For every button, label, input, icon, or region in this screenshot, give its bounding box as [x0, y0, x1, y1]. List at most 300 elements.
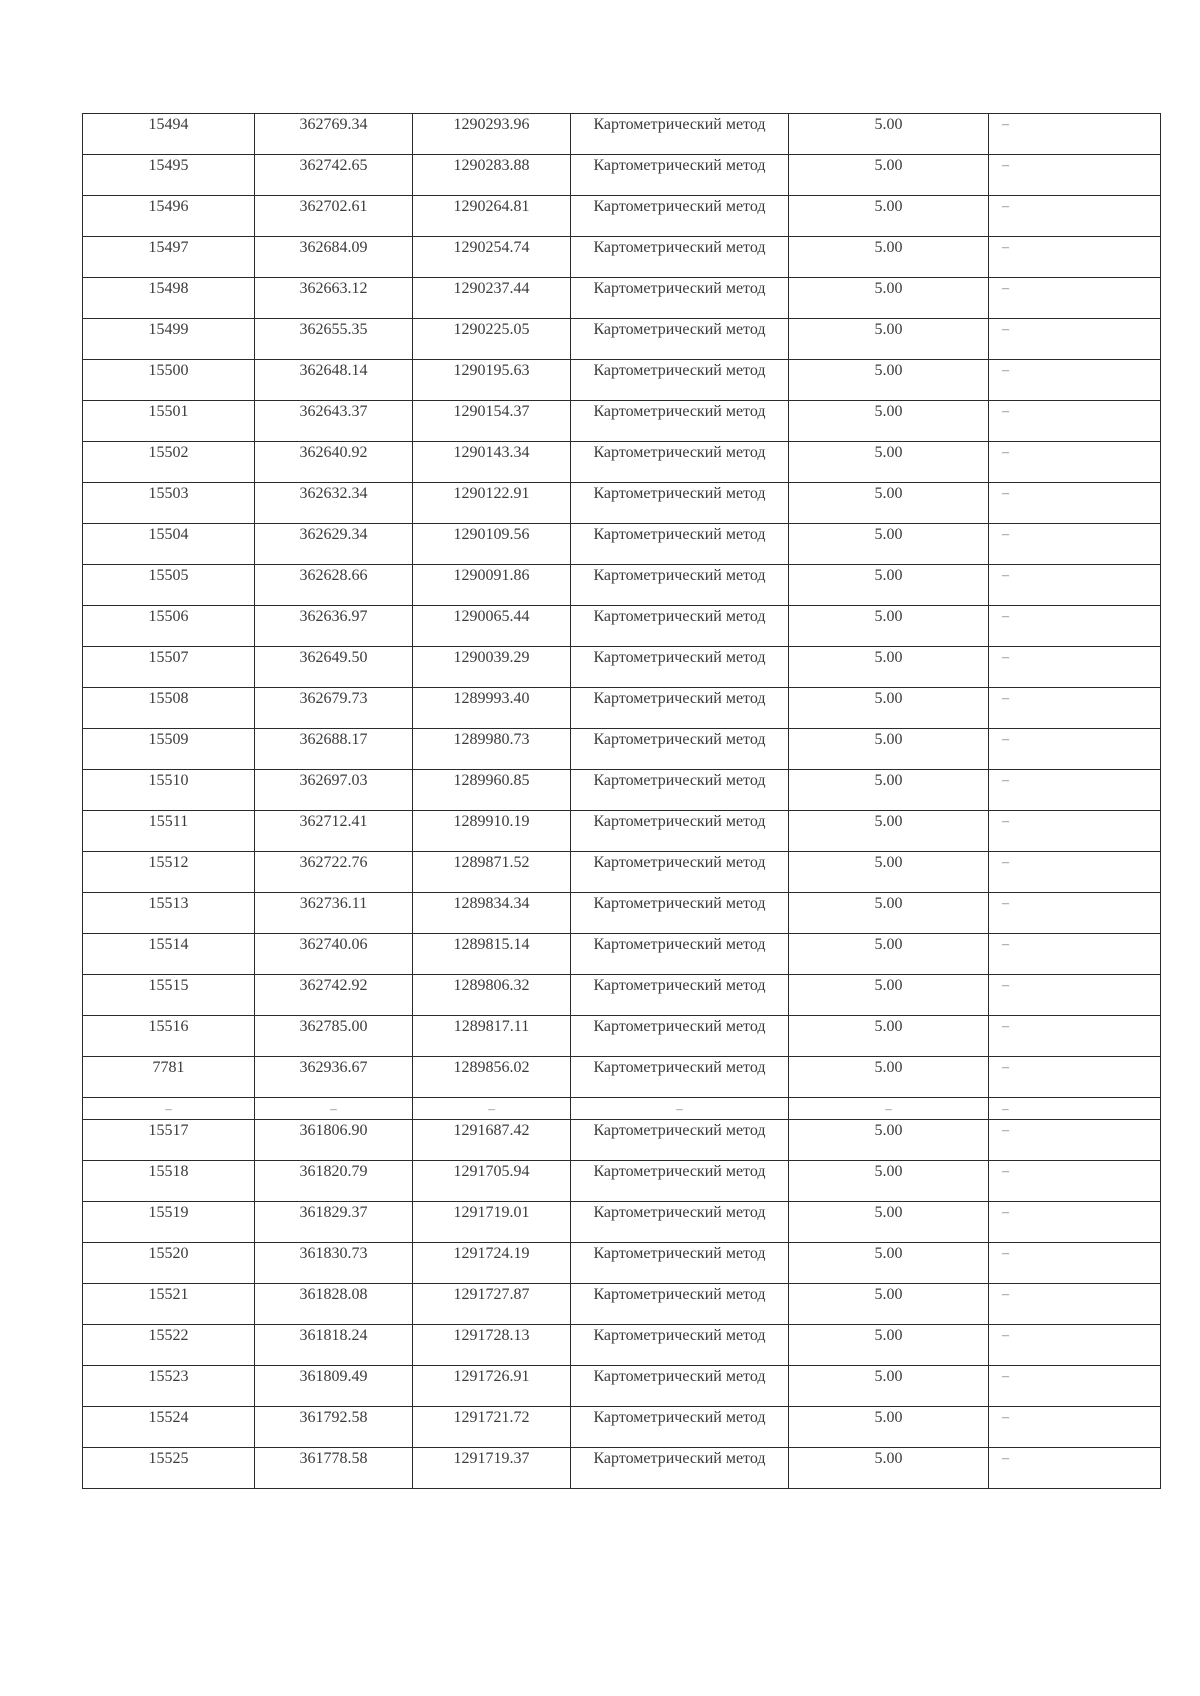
method-cell-text: Картометрический метод: [593, 321, 766, 338]
point-number-cell: [83, 360, 255, 401]
method-cell: [571, 893, 789, 934]
y-coordinate-cell: [413, 893, 571, 934]
table-row: [83, 606, 1161, 647]
accuracy-cell-text: 5.00: [874, 362, 903, 379]
y-coordinate-cell-text: 1291724.19: [453, 1244, 530, 1262]
x-coordinate-cell-text: 361778.58: [299, 1449, 368, 1467]
accuracy-cell: [789, 114, 989, 155]
y-coordinate-cell-text: 1291728.13: [453, 1326, 530, 1344]
accuracy-cell-text: 5.00: [874, 1408, 903, 1426]
point-number-cell-text: 15524: [148, 1408, 189, 1426]
method-cell: [571, 1365, 789, 1406]
table-row: [83, 1160, 1161, 1201]
y-coordinate-cell-text: 1291726.91: [453, 1367, 530, 1385]
table-row: [83, 196, 1161, 237]
point-number-cell: [83, 1324, 255, 1365]
point-number-cell-text: 15495: [148, 157, 189, 174]
point-number-cell: [83, 1447, 255, 1488]
y-coordinate-cell: [413, 1016, 571, 1057]
table-row: [83, 278, 1161, 319]
y-coordinate-cell: [413, 1160, 571, 1201]
y-coordinate-cell-text: 1290195.63: [453, 362, 530, 379]
point-number-cell-text: 15519: [148, 1203, 189, 1221]
x-coordinate-cell-text: 361809.49: [299, 1367, 368, 1385]
accuracy-cell-text: 5.00: [874, 1018, 903, 1035]
y-coordinate-cell: [413, 196, 571, 237]
accuracy-cell-text: 5.00: [874, 403, 903, 420]
x-coordinate-cell: [255, 852, 413, 893]
note-cell: [989, 729, 1161, 770]
x-coordinate-cell: [255, 1057, 413, 1098]
x-coordinate-cell-text: 362702.61: [299, 198, 368, 215]
accuracy-cell-text: 5.00: [874, 1367, 903, 1385]
method-cell: [571, 1201, 789, 1242]
point-number-cell: [83, 934, 255, 975]
method-cell-text: –: [676, 1101, 683, 1116]
table-row: [83, 524, 1161, 565]
method-cell: [571, 155, 789, 196]
y-coordinate-cell-text: 1291705.94: [453, 1162, 530, 1180]
x-coordinate-cell-text: 362742.65: [299, 157, 368, 174]
x-coordinate-cell-text: 362628.66: [299, 567, 368, 584]
y-coordinate-cell: [413, 483, 571, 524]
accuracy-cell: [789, 934, 989, 975]
point-number-cell-text: 15510: [148, 772, 189, 789]
x-coordinate-cell-text: 362629.34: [299, 526, 368, 543]
method-cell-text: Картометрический метод: [593, 649, 766, 666]
accuracy-cell-text: 5.00: [874, 649, 903, 666]
method-cell: [571, 852, 789, 893]
x-coordinate-cell-text: 362640.92: [299, 444, 368, 461]
accuracy-cell: [789, 1283, 989, 1324]
x-coordinate-cell-text: 362643.37: [299, 403, 368, 420]
table-row: [83, 360, 1161, 401]
accuracy-cell: [789, 770, 989, 811]
x-coordinate-cell-text: –: [330, 1101, 337, 1116]
table-row: [83, 155, 1161, 196]
note-cell-text: –: [1002, 527, 1009, 542]
x-coordinate-cell: [255, 278, 413, 319]
point-number-cell-text: 15516: [148, 1018, 189, 1035]
note-cell: [989, 442, 1161, 483]
note-cell: [989, 975, 1161, 1016]
point-number-cell-text: 15505: [148, 567, 189, 584]
table-row: [83, 975, 1161, 1016]
x-coordinate-cell: [255, 1324, 413, 1365]
point-number-cell-text: 15507: [148, 649, 189, 666]
method-cell-text: Картометрический метод: [593, 198, 766, 215]
x-coordinate-cell-text: 362740.06: [299, 936, 368, 953]
point-number-cell-text: 7781: [152, 1059, 185, 1076]
note-cell-text: –: [1002, 117, 1009, 132]
y-coordinate-cell: [413, 319, 571, 360]
accuracy-cell: [789, 893, 989, 934]
x-coordinate-cell-text: 362712.41: [299, 813, 368, 830]
method-cell-text: Картометрический метод: [593, 1244, 766, 1262]
y-coordinate-cell: [413, 852, 571, 893]
method-cell-text: Картометрический метод: [593, 813, 766, 830]
accuracy-cell-text: 5.00: [874, 690, 903, 707]
y-coordinate-cell: [413, 1119, 571, 1160]
method-cell: [571, 606, 789, 647]
method-cell-text: Картометрический метод: [593, 895, 766, 912]
method-cell: [571, 1160, 789, 1201]
y-coordinate-cell-text: 1289815.14: [453, 936, 530, 953]
y-coordinate-cell: [413, 114, 571, 155]
note-cell-text: –: [1002, 1163, 1009, 1179]
method-cell-text: Картометрический метод: [593, 1018, 766, 1035]
point-number-cell-text: 15511: [148, 813, 189, 830]
note-cell: [989, 319, 1161, 360]
y-coordinate-cell-text: 1290264.81: [453, 198, 530, 215]
accuracy-cell: [789, 688, 989, 729]
note-cell-text: –: [1002, 814, 1009, 829]
point-number-cell: [83, 1098, 255, 1120]
accuracy-cell-text: 5.00: [874, 485, 903, 502]
x-coordinate-cell: [255, 442, 413, 483]
note-cell: [989, 688, 1161, 729]
method-cell: [571, 1057, 789, 1098]
table-row: [83, 647, 1161, 688]
note-cell-text: –: [1002, 199, 1009, 214]
point-number-cell: [83, 606, 255, 647]
point-number-cell: [83, 1365, 255, 1406]
accuracy-cell-text: 5.00: [874, 977, 903, 994]
x-coordinate-cell: [255, 1283, 413, 1324]
method-cell: [571, 237, 789, 278]
note-cell: [989, 565, 1161, 606]
point-number-cell-text: 15512: [148, 854, 189, 871]
x-coordinate-cell: [255, 934, 413, 975]
x-coordinate-cell: [255, 1447, 413, 1488]
x-coordinate-cell-text: 362785.00: [299, 1018, 368, 1035]
table-row: [83, 893, 1161, 934]
note-cell: [989, 278, 1161, 319]
point-number-cell-text: 15500: [148, 362, 189, 379]
note-cell-text: –: [1002, 445, 1009, 460]
accuracy-cell: [789, 360, 989, 401]
method-cell: [571, 360, 789, 401]
note-cell: [989, 1201, 1161, 1242]
x-coordinate-cell-text: 362742.92: [299, 977, 368, 994]
method-cell: [571, 524, 789, 565]
x-coordinate-cell-text: 362655.35: [299, 321, 368, 338]
point-number-cell: [83, 1406, 255, 1447]
x-coordinate-cell: [255, 114, 413, 155]
y-coordinate-cell-text: 1290237.44: [453, 280, 530, 297]
note-cell: [989, 1160, 1161, 1201]
point-number-cell: [83, 319, 255, 360]
note-cell-text: –: [1002, 978, 1009, 993]
method-cell-text: Картометрический метод: [593, 1059, 766, 1076]
note-cell-text: –: [1002, 1286, 1009, 1302]
method-cell-text: Картометрический метод: [593, 977, 766, 994]
method-cell-text: Картометрический метод: [593, 362, 766, 379]
point-number-cell: [83, 1242, 255, 1283]
x-coordinate-cell-text: 362632.34: [299, 485, 368, 502]
x-coordinate-cell-text: 361829.37: [299, 1203, 368, 1221]
accuracy-cell-text: 5.00: [874, 772, 903, 789]
table-row: [83, 811, 1161, 852]
y-coordinate-cell: [413, 1057, 571, 1098]
accuracy-cell-text: 5.00: [874, 731, 903, 748]
method-cell-text: Картометрический метод: [593, 1285, 766, 1303]
note-cell: [989, 1324, 1161, 1365]
accuracy-cell: [789, 852, 989, 893]
note-cell-text: –: [1002, 363, 1009, 378]
x-coordinate-cell: [255, 1201, 413, 1242]
note-cell: [989, 1242, 1161, 1283]
point-number-cell-text: –: [165, 1101, 172, 1116]
y-coordinate-cell: [413, 1406, 571, 1447]
accuracy-cell: [789, 319, 989, 360]
x-coordinate-cell-text: 362679.73: [299, 690, 368, 707]
table-row: [83, 1016, 1161, 1057]
note-cell-text: –: [1002, 855, 1009, 870]
method-cell-text: Картометрический метод: [593, 1121, 766, 1139]
accuracy-cell: [789, 647, 989, 688]
y-coordinate-cell: [413, 155, 571, 196]
table-row: [83, 852, 1161, 893]
accuracy-cell: [789, 1365, 989, 1406]
y-coordinate-cell-text: 1289806.32: [453, 977, 530, 994]
point-number-cell: [83, 647, 255, 688]
method-cell: [571, 196, 789, 237]
point-number-cell: [83, 1283, 255, 1324]
point-number-cell: [83, 442, 255, 483]
accuracy-cell-text: 5.00: [874, 444, 903, 461]
x-coordinate-cell: [255, 483, 413, 524]
point-number-cell: [83, 565, 255, 606]
accuracy-cell: [789, 1160, 989, 1201]
accuracy-cell-text: 5.00: [874, 157, 903, 174]
y-coordinate-cell-text: 1289871.52: [453, 854, 530, 871]
method-cell-text: Картометрический метод: [593, 1367, 766, 1385]
note-cell-text: –: [1002, 404, 1009, 419]
table-row: [83, 401, 1161, 442]
x-coordinate-cell-text: 362648.14: [299, 362, 368, 379]
accuracy-cell: [789, 1057, 989, 1098]
point-number-cell-text: 15503: [148, 485, 189, 502]
accuracy-cell: [789, 155, 989, 196]
note-cell-text: –: [1002, 732, 1009, 747]
method-cell: [571, 483, 789, 524]
accuracy-cell-text: 5.00: [874, 1203, 903, 1221]
x-coordinate-cell: [255, 893, 413, 934]
note-cell: [989, 1119, 1161, 1160]
method-cell: [571, 975, 789, 1016]
accuracy-cell-text: 5.00: [874, 895, 903, 912]
y-coordinate-cell: [413, 934, 571, 975]
method-cell-text: Картометрический метод: [593, 936, 766, 953]
point-number-cell: [83, 1160, 255, 1201]
x-coordinate-cell-text: 362736.11: [299, 895, 368, 912]
point-number-cell-text: 15499: [148, 321, 189, 338]
x-coordinate-cell-text: 361806.90: [299, 1121, 368, 1139]
point-number-cell-text: 15523: [148, 1367, 189, 1385]
y-coordinate-cell: [413, 278, 571, 319]
point-number-cell-text: 15506: [148, 608, 189, 625]
x-coordinate-cell: [255, 1098, 413, 1120]
table-row: [83, 770, 1161, 811]
point-number-cell-text: 15494: [148, 116, 189, 133]
method-cell: [571, 114, 789, 155]
x-coordinate-cell: [255, 155, 413, 196]
method-cell-text: Картометрический метод: [593, 608, 766, 625]
method-cell-text: Картометрический метод: [593, 280, 766, 297]
point-number-cell: [83, 1119, 255, 1160]
accuracy-cell-text: 5.00: [874, 936, 903, 953]
y-coordinate-cell-text: 1290109.56: [453, 526, 530, 543]
y-coordinate-cell: [413, 237, 571, 278]
point-number-cell-text: 15504: [148, 526, 189, 543]
note-cell-text: –: [1002, 1450, 1009, 1466]
accuracy-cell-text: 5.00: [874, 280, 903, 297]
note-cell-text: –: [1002, 1204, 1009, 1220]
accuracy-cell-text: 5.00: [874, 526, 903, 543]
point-number-cell: [83, 975, 255, 1016]
y-coordinate-cell-text: 1290091.86: [453, 567, 530, 584]
table-row: [83, 688, 1161, 729]
x-coordinate-cell-text: 361820.79: [299, 1162, 368, 1180]
accuracy-cell: [789, 729, 989, 770]
method-cell-text: Картометрический метод: [593, 690, 766, 707]
y-coordinate-cell-text: 1290283.88: [453, 157, 530, 174]
method-cell-text: Картометрический метод: [593, 731, 766, 748]
table-row: [83, 1406, 1161, 1447]
y-coordinate-cell: [413, 1283, 571, 1324]
y-coordinate-cell: [413, 811, 571, 852]
y-coordinate-cell: [413, 606, 571, 647]
method-cell-text: Картометрический метод: [593, 1203, 766, 1221]
y-coordinate-cell: [413, 1242, 571, 1283]
note-cell-text: –: [1002, 650, 1009, 665]
accuracy-cell-text: 5.00: [874, 813, 903, 830]
x-coordinate-cell-text: 362936.67: [299, 1059, 368, 1076]
method-cell-text: Картометрический метод: [593, 485, 766, 502]
y-coordinate-cell-text: 1289856.02: [453, 1059, 530, 1076]
accuracy-cell-text: 5.00: [874, 1244, 903, 1262]
point-number-cell: [83, 237, 255, 278]
x-coordinate-cell-text: 362722.76: [299, 854, 368, 871]
note-cell-text: –: [1002, 240, 1009, 255]
note-cell: [989, 483, 1161, 524]
note-cell: [989, 893, 1161, 934]
method-cell: [571, 1098, 789, 1120]
point-number-cell-text: 15520: [148, 1244, 189, 1262]
y-coordinate-cell: [413, 524, 571, 565]
table-row: [83, 1447, 1161, 1488]
note-cell-text: –: [1002, 773, 1009, 788]
accuracy-cell: [789, 1242, 989, 1283]
point-number-cell-text: 15517: [148, 1121, 189, 1139]
note-cell: [989, 1406, 1161, 1447]
x-coordinate-cell-text: 362636.97: [299, 608, 368, 625]
accuracy-cell-text: 5.00: [874, 1121, 903, 1139]
x-coordinate-cell: [255, 729, 413, 770]
method-cell: [571, 278, 789, 319]
note-cell: [989, 770, 1161, 811]
point-number-cell: [83, 688, 255, 729]
point-number-cell-text: 15498: [148, 280, 189, 297]
method-cell: [571, 1406, 789, 1447]
point-number-cell: [83, 770, 255, 811]
point-number-cell: [83, 155, 255, 196]
accuracy-cell-text: 5.00: [874, 116, 903, 133]
accuracy-cell: [789, 196, 989, 237]
y-coordinate-cell: [413, 1365, 571, 1406]
note-cell: [989, 852, 1161, 893]
accuracy-cell-text: 5.00: [874, 1285, 903, 1303]
table-row: [83, 319, 1161, 360]
point-number-cell: [83, 811, 255, 852]
note-cell-text: –: [1002, 1019, 1009, 1034]
y-coordinate-cell-text: 1291687.42: [453, 1121, 530, 1139]
y-coordinate-cell-text: 1291727.87: [453, 1285, 530, 1303]
y-coordinate-cell-text: –: [488, 1101, 495, 1116]
table-row: [83, 1119, 1161, 1160]
point-number-cell-text: 15509: [148, 731, 189, 748]
method-cell-text: Картометрический метод: [593, 567, 766, 584]
y-coordinate-cell-text: 1290143.34: [453, 444, 530, 461]
y-coordinate-cell-text: 1290254.74: [453, 239, 530, 256]
y-coordinate-cell: [413, 1324, 571, 1365]
y-coordinate-cell: [413, 975, 571, 1016]
y-coordinate-cell-text: 1291719.37: [453, 1449, 530, 1467]
coordinates-table-body: [83, 114, 1161, 1489]
x-coordinate-cell: [255, 401, 413, 442]
table-row: [83, 483, 1161, 524]
y-coordinate-cell-text: 1290039.29: [453, 649, 530, 666]
y-coordinate-cell-text: 1289993.40: [453, 690, 530, 707]
note-cell-text: –: [1002, 609, 1009, 624]
accuracy-cell-text: 5.00: [874, 608, 903, 625]
x-coordinate-cell: [255, 647, 413, 688]
x-coordinate-cell: [255, 237, 413, 278]
note-cell-text: –: [1002, 896, 1009, 911]
point-number-cell: [83, 1201, 255, 1242]
point-number-cell: [83, 893, 255, 934]
note-cell-text: –: [1002, 937, 1009, 952]
note-cell: [989, 1447, 1161, 1488]
accuracy-cell-text: 5.00: [874, 239, 903, 256]
accuracy-cell: [789, 1119, 989, 1160]
method-cell: [571, 1119, 789, 1160]
table-row: [83, 1201, 1161, 1242]
method-cell-text: Картометрический метод: [593, 526, 766, 543]
y-coordinate-cell: [413, 1447, 571, 1488]
accuracy-cell-text: 5.00: [874, 198, 903, 215]
note-cell: [989, 1057, 1161, 1098]
accuracy-cell-text: 5.00: [874, 1162, 903, 1180]
y-coordinate-cell-text: 1291721.72: [453, 1408, 530, 1426]
x-coordinate-cell: [255, 360, 413, 401]
note-cell: [989, 237, 1161, 278]
table-row: [83, 114, 1161, 155]
method-cell: [571, 1016, 789, 1057]
x-coordinate-cell: [255, 811, 413, 852]
x-coordinate-cell: [255, 1160, 413, 1201]
table-row: [83, 1324, 1161, 1365]
table-row: [83, 237, 1161, 278]
point-number-cell-text: 15518: [148, 1162, 189, 1180]
note-cell-text: –: [1002, 1122, 1009, 1138]
note-cell-text: –: [1002, 1368, 1009, 1384]
note-cell-text: –: [1002, 1327, 1009, 1343]
point-number-cell: [83, 852, 255, 893]
y-coordinate-cell: [413, 442, 571, 483]
note-cell: [989, 360, 1161, 401]
